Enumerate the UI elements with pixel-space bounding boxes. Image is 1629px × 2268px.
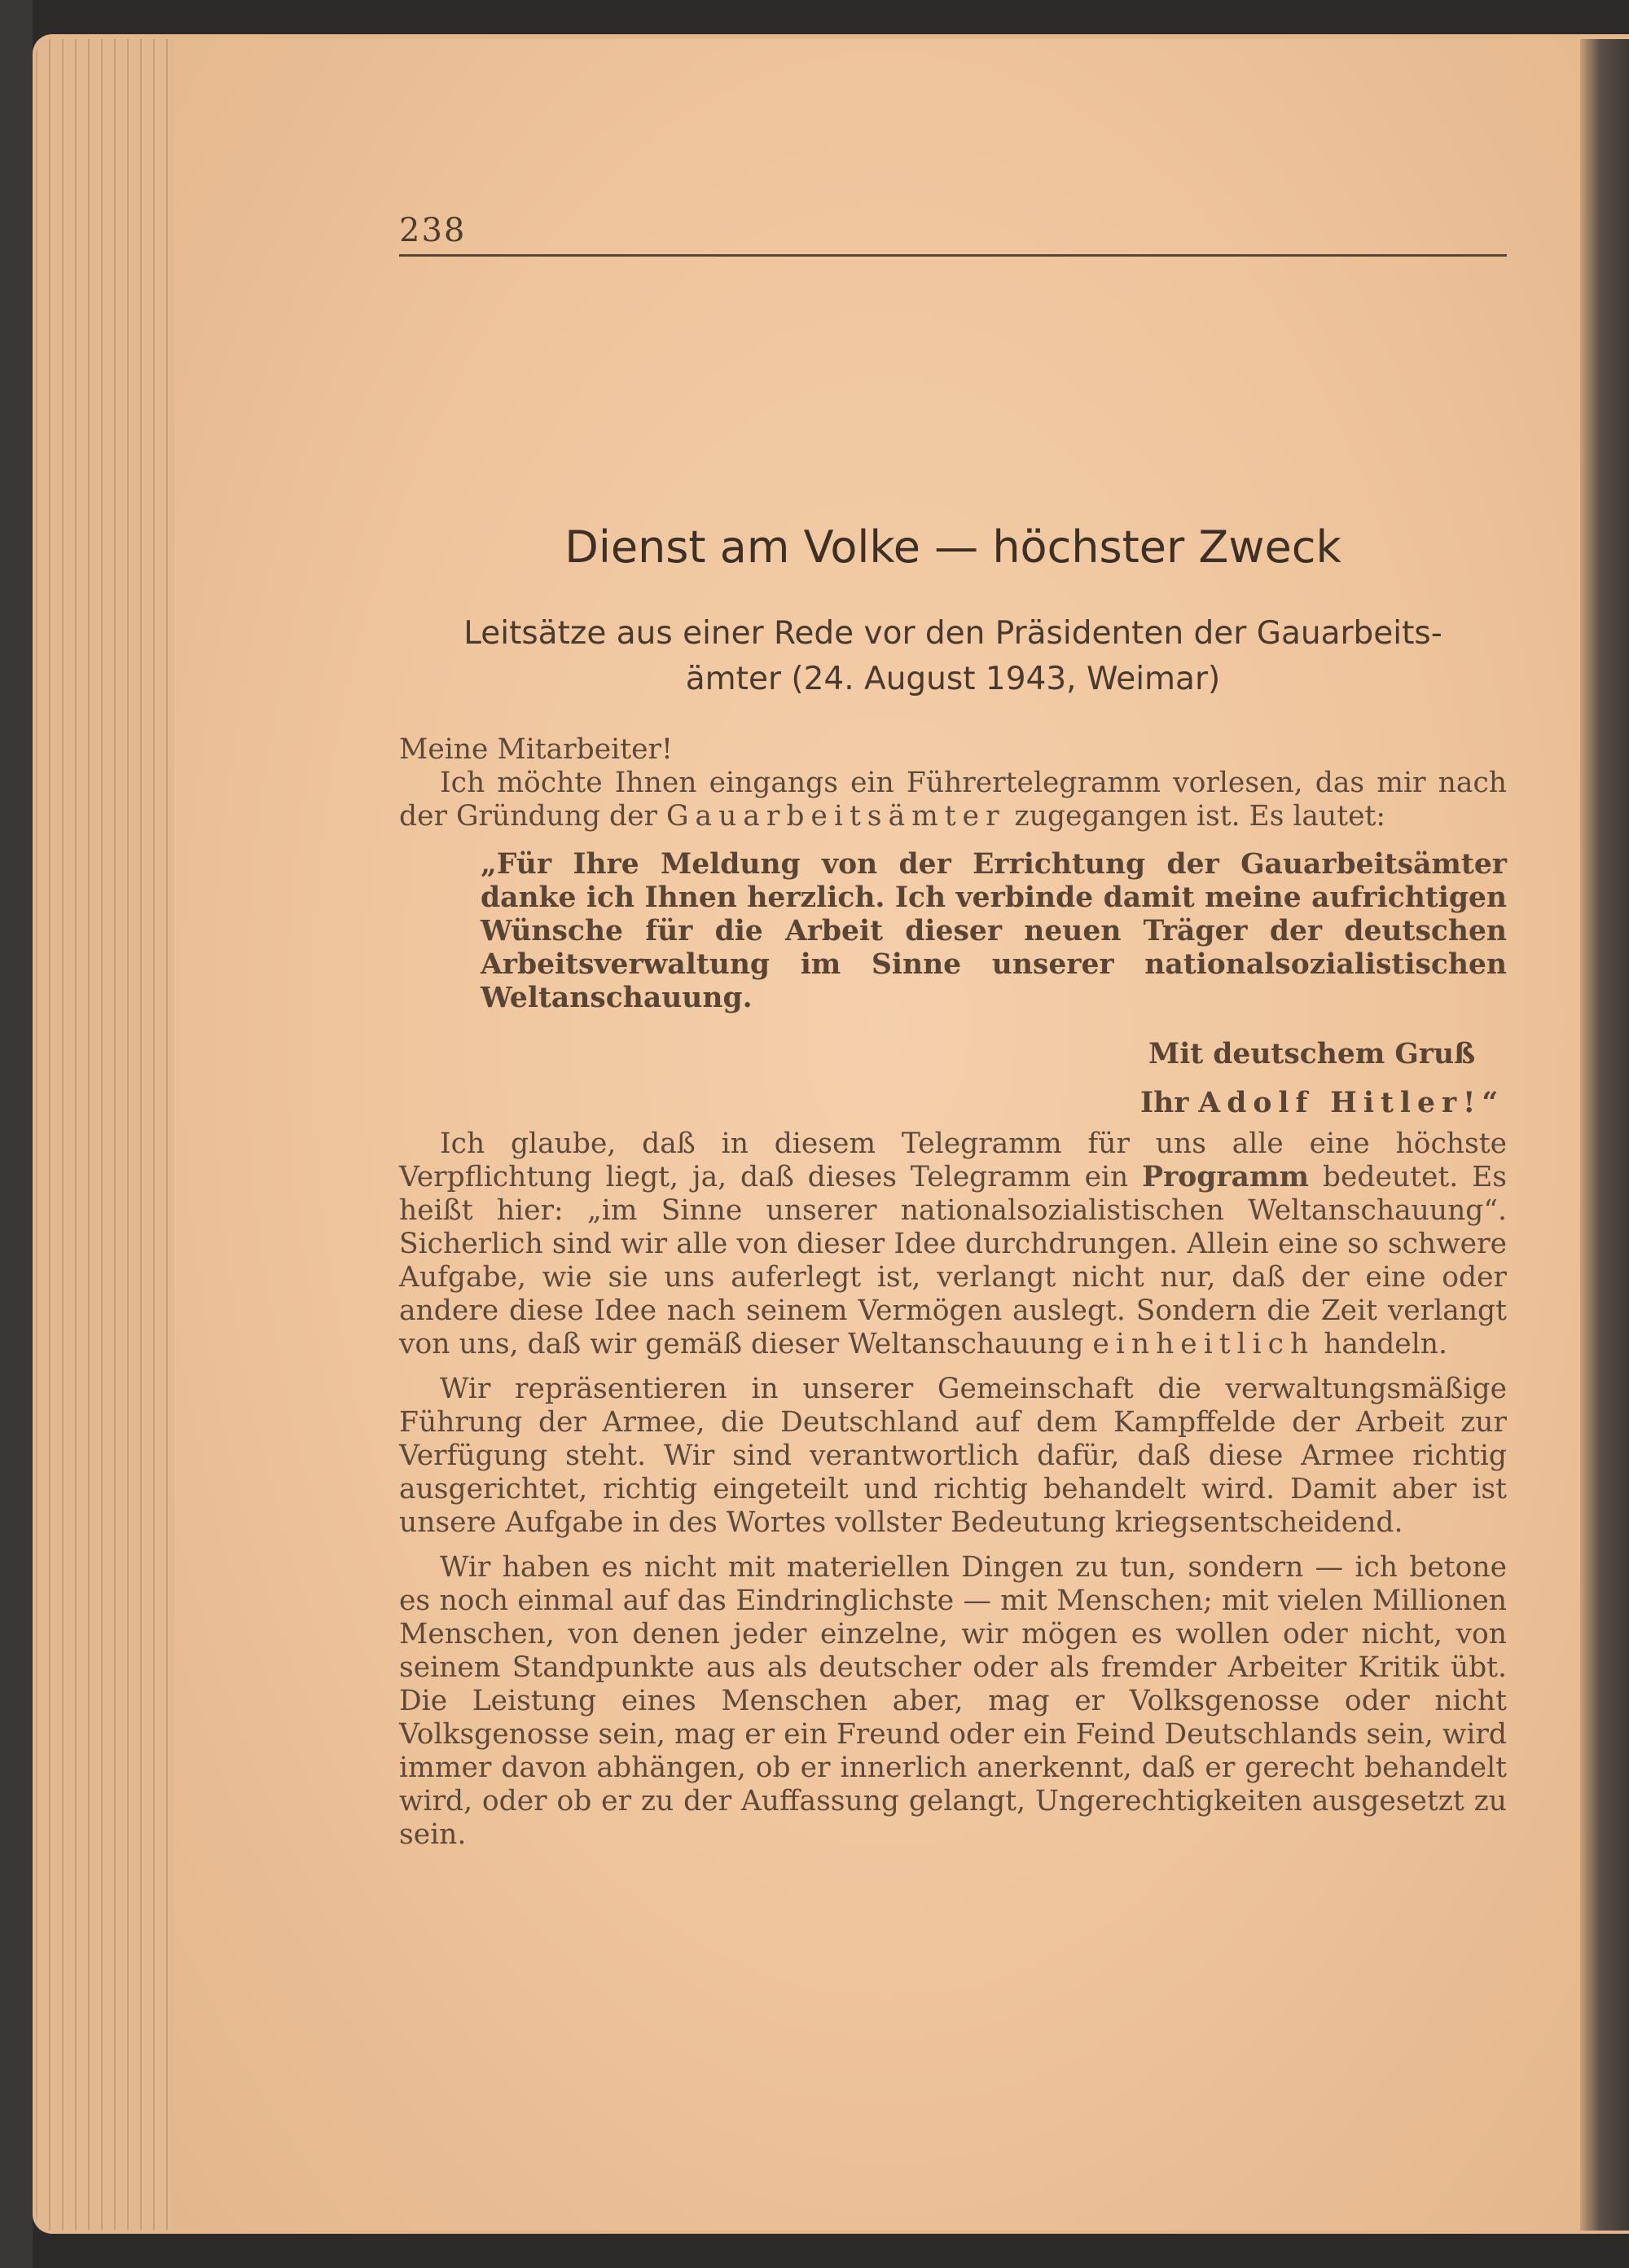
subtitle-line-1: Leitsätze aus einer Rede vor den Präsidenten der Gauarbeits-	[463, 615, 1442, 652]
paragraph-2-start: Ich glaube, daß in diesem Telegramm für uns alle eine höchste Verpflichtung liegt, ja, daß dieses Telegramm ein	[399, 1127, 1507, 1193]
book-gutter	[1580, 39, 1629, 2231]
page-edges	[36, 39, 177, 2231]
page-number: 238	[399, 212, 467, 249]
telegram-quote	[481, 848, 1507, 1127]
paragraph-intro-end: zugegangen ist. Es lautet:	[1005, 800, 1385, 833]
paragraph-people: Wir haben es nicht mit materiellen Dingen zu tun, sondern — ich betone es noch einmal auf das Eindringlichste — mit Menschen; mit vielen Millionen Menschen, von denen jeder einzelne, wir mögen es wollen oder nicht, von seinem Standpunkte aus als deutscher oder als fremder Arbeiter Kritik übt. Die Leistung eines Menschen aber, mag er Volksgenosse oder nicht Volksgenosse sein, mag er ein Freund oder ein Feind Deutschlands sein, wird immer davon abhängen, ob er innerlich anerkennt, daß er gerecht behandelt wird, oder ob er zu der Auffassung gelangt, Ungerechtigkeiten ausgesetzt zu sein.	[399, 1551, 1507, 1851]
telegram-body: „Für Ihre Meldung von der Errichtung der Gauarbeitsämter danke ich Ihnen herzlich. Ich verbinde damit meine aufrichtigen Wünsche für die Arbeit dieser neuen Träger der deutschen Arbeitsverwaltung im Sinne unserer nationalsozialistischen Weltanschauung.	[481, 848, 1507, 1014]
salutation: Meine Mitarbeiter!	[399, 733, 673, 766]
paragraph-intro-start: Ich möchte Ihnen eingangs ein Führertelegramm vorlesen, das mir nach der Gründung der	[399, 767, 1507, 833]
paragraph-army: Wir repräsentieren in unserer Gemeinschaft die verwaltungsmäßige Führung der Armee, die Deutschland auf dem Kampffelde der Arbeit zur Verfügung steht. Wir sind verantwortlich dafür, daß diese Armee richtig ausgerichtet, richtig eingeteilt und richtig behandelt wird. Damit aber ist unsere Aufgabe in des Wortes vollster Bedeutung kriegsentscheidend.	[399, 1373, 1507, 1539]
emphasis-programm: Programm	[1142, 1161, 1309, 1193]
scan-margin	[0, 0, 33, 2268]
telegram-signature	[481, 1079, 1507, 1127]
body-text	[399, 733, 1507, 1852]
signature-prefix: Ihr	[1140, 1087, 1199, 1119]
signature-name: Adolf Hitler!	[1198, 1087, 1482, 1119]
emphasis-gauarbeitsaemter: Gauarbeitsämter	[666, 800, 1006, 833]
signature-quote: “	[1482, 1087, 1499, 1119]
paragraph-2-end: handeln.	[1315, 1328, 1447, 1360]
subtitle-line-2: ämter (24. August 1943, Weimar)	[685, 661, 1221, 697]
telegram-greeting: Mit deutschem Gruß	[1148, 1038, 1476, 1070]
chapter-title: Dienst am Volke — höchster Zweck	[564, 521, 1341, 573]
chapter-subtitle	[399, 611, 1507, 702]
paragraph-2-middle: bedeutet. Es heißt hier: „im Sinne unserer nationalsozialistischen Weltanschauung“. Sicherlich sind wir alle von dieser Idee durchdrungen. Allein eine so schwere Aufgabe, wie sie uns auferlegt ist, verlangt nicht nur, daß der eine oder andere diese Idee nach seinem Vermögen auslegt. Sondern die Zeit verlangt von uns, daß wir gemäß dieser Weltanschauung	[399, 1161, 1507, 1360]
emphasis-einheitlich: einheitlich	[1092, 1328, 1315, 1360]
header-rule	[399, 254, 1507, 257]
paragraph-telegram-meaning	[399, 1127, 1507, 1361]
paragraph-intro	[399, 767, 1507, 833]
